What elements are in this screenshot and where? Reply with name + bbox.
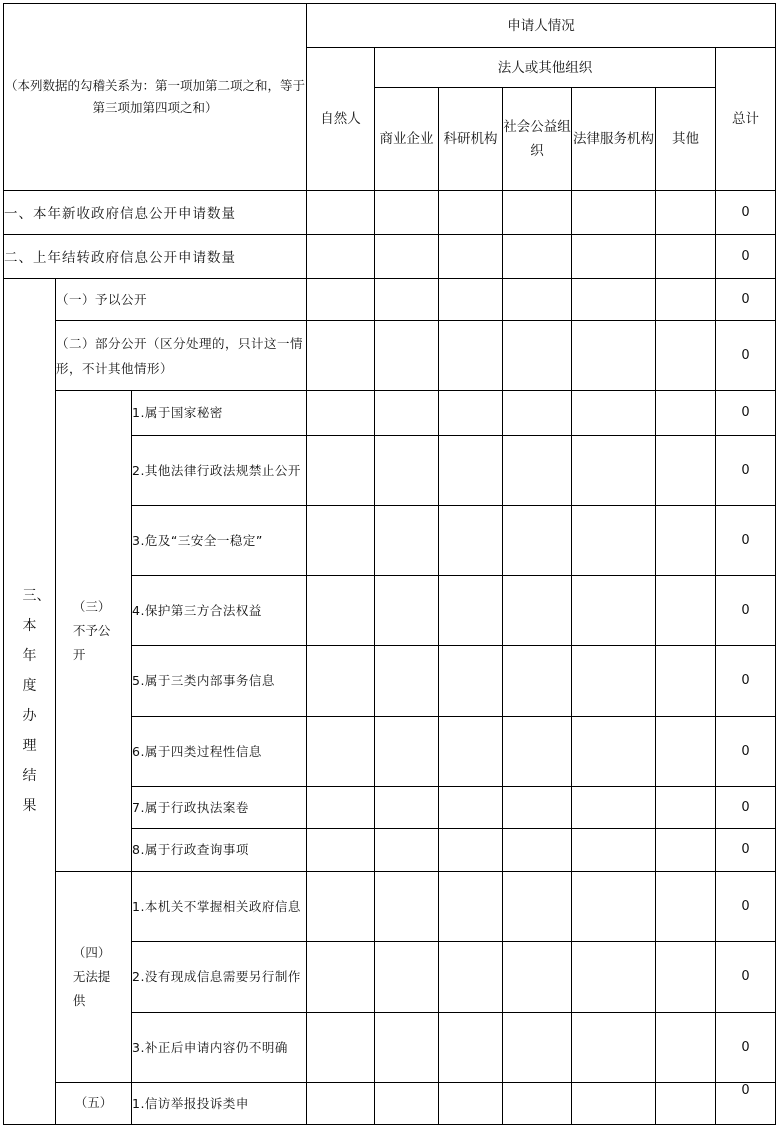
cell-legal-service	[572, 321, 656, 391]
cell-total	[716, 1082, 776, 1124]
header-natural-person	[307, 48, 375, 191]
cell-business	[375, 391, 439, 435]
header-other-text: 其他	[672, 130, 700, 147]
row-label-text: 2.没有现成信息需要另行制作	[132, 969, 301, 985]
cell-natural-person	[307, 435, 375, 505]
cell-natural-person	[307, 190, 375, 234]
cell-total	[716, 786, 776, 828]
table-row	[4, 234, 776, 278]
cell-public-welfare	[503, 1012, 572, 1082]
header-research	[439, 88, 503, 190]
header-note-text: （本列数据的勾稽关系为：第一项加第二项之和，等于第三项加第四项之和）	[5, 77, 306, 115]
header-legal-service-text: 法律服务机构	[573, 130, 655, 147]
header-total-text: 总计	[732, 110, 760, 127]
cell-legal-service	[572, 576, 656, 646]
cell-legal-service	[572, 1082, 656, 1124]
cell-business	[375, 828, 439, 871]
table-row	[4, 391, 776, 435]
cell-total-value: 0	[741, 743, 750, 759]
cell-research	[439, 391, 503, 435]
cell-research	[439, 278, 503, 320]
row-label-text: 二、上年结转政府信息公开申请数量	[4, 250, 236, 267]
category-three-text: 三、本年度办理结果	[22, 588, 51, 815]
cell-research	[439, 190, 503, 234]
cell-public-welfare	[503, 505, 572, 575]
cell-natural-person	[307, 786, 375, 828]
cell-legal-service	[572, 391, 656, 435]
row-label-text: 1.本机关不掌握相关政府信息	[132, 899, 301, 915]
row-label	[132, 828, 307, 871]
cell-other	[656, 942, 716, 1012]
cell-business	[375, 278, 439, 320]
row-label-text: 一、本年新收政府信息公开申请数量	[4, 206, 236, 223]
cell-total	[716, 278, 776, 320]
cell-natural-person	[307, 321, 375, 391]
row-label	[132, 872, 307, 942]
row-label	[132, 1082, 307, 1124]
cell-other	[656, 872, 716, 942]
header-other	[656, 88, 716, 190]
group-five-label	[56, 1082, 132, 1124]
cell-total-value: 0	[741, 1082, 750, 1098]
header-research-text: 科研机构	[443, 130, 498, 147]
cell-other	[656, 234, 716, 278]
header-public-welfare-text: 社会公益组织	[503, 118, 571, 159]
header-natural-person-text: 自然人	[320, 110, 361, 127]
cell-public-welfare	[503, 828, 572, 871]
cell-legal-service	[572, 786, 656, 828]
header-total	[716, 48, 776, 191]
cell-research	[439, 646, 503, 716]
cell-public-welfare	[503, 872, 572, 942]
row-label	[56, 321, 307, 391]
cell-total-value: 0	[741, 842, 750, 858]
cell-total	[716, 505, 776, 575]
cell-total-value: 0	[741, 1039, 750, 1055]
table-row	[4, 321, 776, 391]
row-label-text: 6.属于四类过程性信息	[132, 743, 262, 759]
cell-research	[439, 234, 503, 278]
cell-research	[439, 576, 503, 646]
cell-natural-person	[307, 1012, 375, 1082]
cell-research	[439, 942, 503, 1012]
cell-natural-person	[307, 576, 375, 646]
row-label	[56, 278, 307, 320]
cell-total-value: 0	[741, 673, 750, 689]
cell-total	[716, 872, 776, 942]
cell-business	[375, 872, 439, 942]
header-note	[4, 4, 307, 191]
cell-natural-person	[307, 278, 375, 320]
cell-total	[716, 576, 776, 646]
cell-business	[375, 321, 439, 391]
group-three-text: （三）不予公开	[72, 599, 111, 663]
cell-public-welfare	[503, 646, 572, 716]
cell-other	[656, 391, 716, 435]
cell-public-welfare	[503, 321, 572, 391]
table-row	[4, 278, 776, 320]
cell-business	[375, 505, 439, 575]
cell-total-value: 0	[741, 348, 750, 364]
cell-public-welfare	[503, 278, 572, 320]
cell-research	[439, 435, 503, 505]
cell-total-value: 0	[741, 204, 750, 220]
table-row	[4, 872, 776, 942]
cell-other	[656, 786, 716, 828]
cell-natural-person	[307, 872, 375, 942]
cell-legal-service	[572, 278, 656, 320]
cell-business	[375, 942, 439, 1012]
cell-legal-service	[572, 505, 656, 575]
cell-business	[375, 435, 439, 505]
cell-total-value: 0	[741, 603, 750, 619]
cell-public-welfare	[503, 391, 572, 435]
cell-business	[375, 1012, 439, 1082]
row-label	[132, 716, 307, 786]
cell-total-value: 0	[741, 899, 750, 915]
cell-research	[439, 716, 503, 786]
cell-business	[375, 576, 439, 646]
cell-other	[656, 576, 716, 646]
cell-legal-service	[572, 716, 656, 786]
cell-public-welfare	[503, 234, 572, 278]
cell-total-value: 0	[741, 292, 750, 308]
cell-other	[656, 1012, 716, 1082]
cell-research	[439, 872, 503, 942]
cell-research	[439, 828, 503, 871]
header-business	[375, 88, 439, 190]
cell-total	[716, 234, 776, 278]
cell-business	[375, 190, 439, 234]
row-label	[132, 391, 307, 435]
cell-total-value: 0	[741, 969, 750, 985]
row-label-text: （一）予以公开	[56, 292, 148, 308]
row-label	[132, 1012, 307, 1082]
cell-research	[439, 1082, 503, 1124]
cell-total	[716, 190, 776, 234]
cell-legal-service	[572, 828, 656, 871]
cell-total	[716, 942, 776, 1012]
cell-public-welfare	[503, 576, 572, 646]
cell-business	[375, 786, 439, 828]
cell-other	[656, 646, 716, 716]
table-row	[4, 190, 776, 234]
cell-business	[375, 1082, 439, 1124]
cell-total	[716, 828, 776, 871]
category-three-label	[4, 278, 56, 1124]
cell-total-value: 0	[741, 462, 750, 478]
group-four-label	[56, 872, 132, 1083]
row-label-text: 5.属于三类内部事务信息	[132, 673, 275, 689]
cell-public-welfare	[503, 786, 572, 828]
cell-total-value: 0	[741, 799, 750, 815]
header-public-welfare	[503, 88, 572, 190]
cell-total-value: 0	[741, 405, 750, 421]
row-label	[4, 234, 307, 278]
cell-legal-service	[572, 1012, 656, 1082]
cell-legal-service	[572, 646, 656, 716]
row-label-text: 7.属于行政执法案卷	[132, 799, 249, 815]
cell-legal-service	[572, 872, 656, 942]
header-applicant-info	[307, 4, 776, 48]
cell-research	[439, 1012, 503, 1082]
row-label-text: 4.保护第三方合法权益	[132, 603, 262, 619]
cell-public-welfare	[503, 190, 572, 234]
disclosure-stats-table	[3, 3, 776, 1125]
row-label-text: 3.危及“三安全一稳定”	[132, 532, 263, 548]
cell-natural-person	[307, 716, 375, 786]
cell-natural-person	[307, 1082, 375, 1124]
row-label-text: 1.信访举报投诉类申	[132, 1095, 249, 1111]
cell-natural-person	[307, 828, 375, 871]
group-four-text: （四）无法提供	[72, 944, 111, 1008]
row-label	[132, 576, 307, 646]
cell-total	[716, 1012, 776, 1082]
cell-other	[656, 435, 716, 505]
row-label	[132, 435, 307, 505]
cell-legal-service	[572, 435, 656, 505]
cell-legal-service	[572, 942, 656, 1012]
cell-public-welfare	[503, 716, 572, 786]
header-legal-entities	[375, 48, 716, 88]
cell-total	[716, 321, 776, 391]
cell-total	[716, 391, 776, 435]
cell-research	[439, 505, 503, 575]
cell-research	[439, 321, 503, 391]
row-label	[4, 190, 307, 234]
row-label-text: 8.属于行政查询事项	[132, 842, 249, 858]
cell-business	[375, 646, 439, 716]
row-label	[132, 646, 307, 716]
cell-research	[439, 786, 503, 828]
cell-natural-person	[307, 505, 375, 575]
cell-other	[656, 278, 716, 320]
cell-other	[656, 828, 716, 871]
row-label-text: （二）部分公开（区分处理的，只计这一情形，不计其他情形）	[56, 335, 304, 376]
cell-business	[375, 234, 439, 278]
row-label-text: 1.属于国家秘密	[132, 405, 223, 421]
header-legal-entities-text: 法人或其他组织	[497, 59, 593, 76]
cell-public-welfare	[503, 435, 572, 505]
cell-other	[656, 716, 716, 786]
cell-total	[716, 646, 776, 716]
cell-public-welfare	[503, 942, 572, 1012]
cell-legal-service	[572, 234, 656, 278]
cell-other	[656, 505, 716, 575]
row-label-text: 3.补正后申请内容仍不明确	[132, 1039, 288, 1055]
cell-natural-person	[307, 646, 375, 716]
table-row	[4, 1082, 776, 1124]
cell-natural-person	[307, 234, 375, 278]
group-five-text: （五）	[74, 1094, 113, 1110]
cell-other	[656, 1082, 716, 1124]
cell-other	[656, 190, 716, 234]
cell-legal-service	[572, 190, 656, 234]
cell-total	[716, 716, 776, 786]
header-legal-service	[572, 88, 656, 190]
row-label	[132, 942, 307, 1012]
header-business-text: 商业企业	[379, 130, 434, 147]
cell-natural-person	[307, 391, 375, 435]
group-three-label	[56, 391, 132, 872]
header-applicant-info-text: 申请人情况	[507, 17, 575, 34]
row-label	[132, 786, 307, 828]
cell-business	[375, 716, 439, 786]
cell-natural-person	[307, 942, 375, 1012]
row-label-text: 2.其他法律行政法规禁止公开	[132, 462, 301, 478]
cell-total-value: 0	[741, 532, 750, 548]
row-label	[132, 505, 307, 575]
cell-total-value: 0	[741, 248, 750, 264]
cell-other	[656, 321, 716, 391]
cell-total	[716, 435, 776, 505]
cell-public-welfare	[503, 1082, 572, 1124]
